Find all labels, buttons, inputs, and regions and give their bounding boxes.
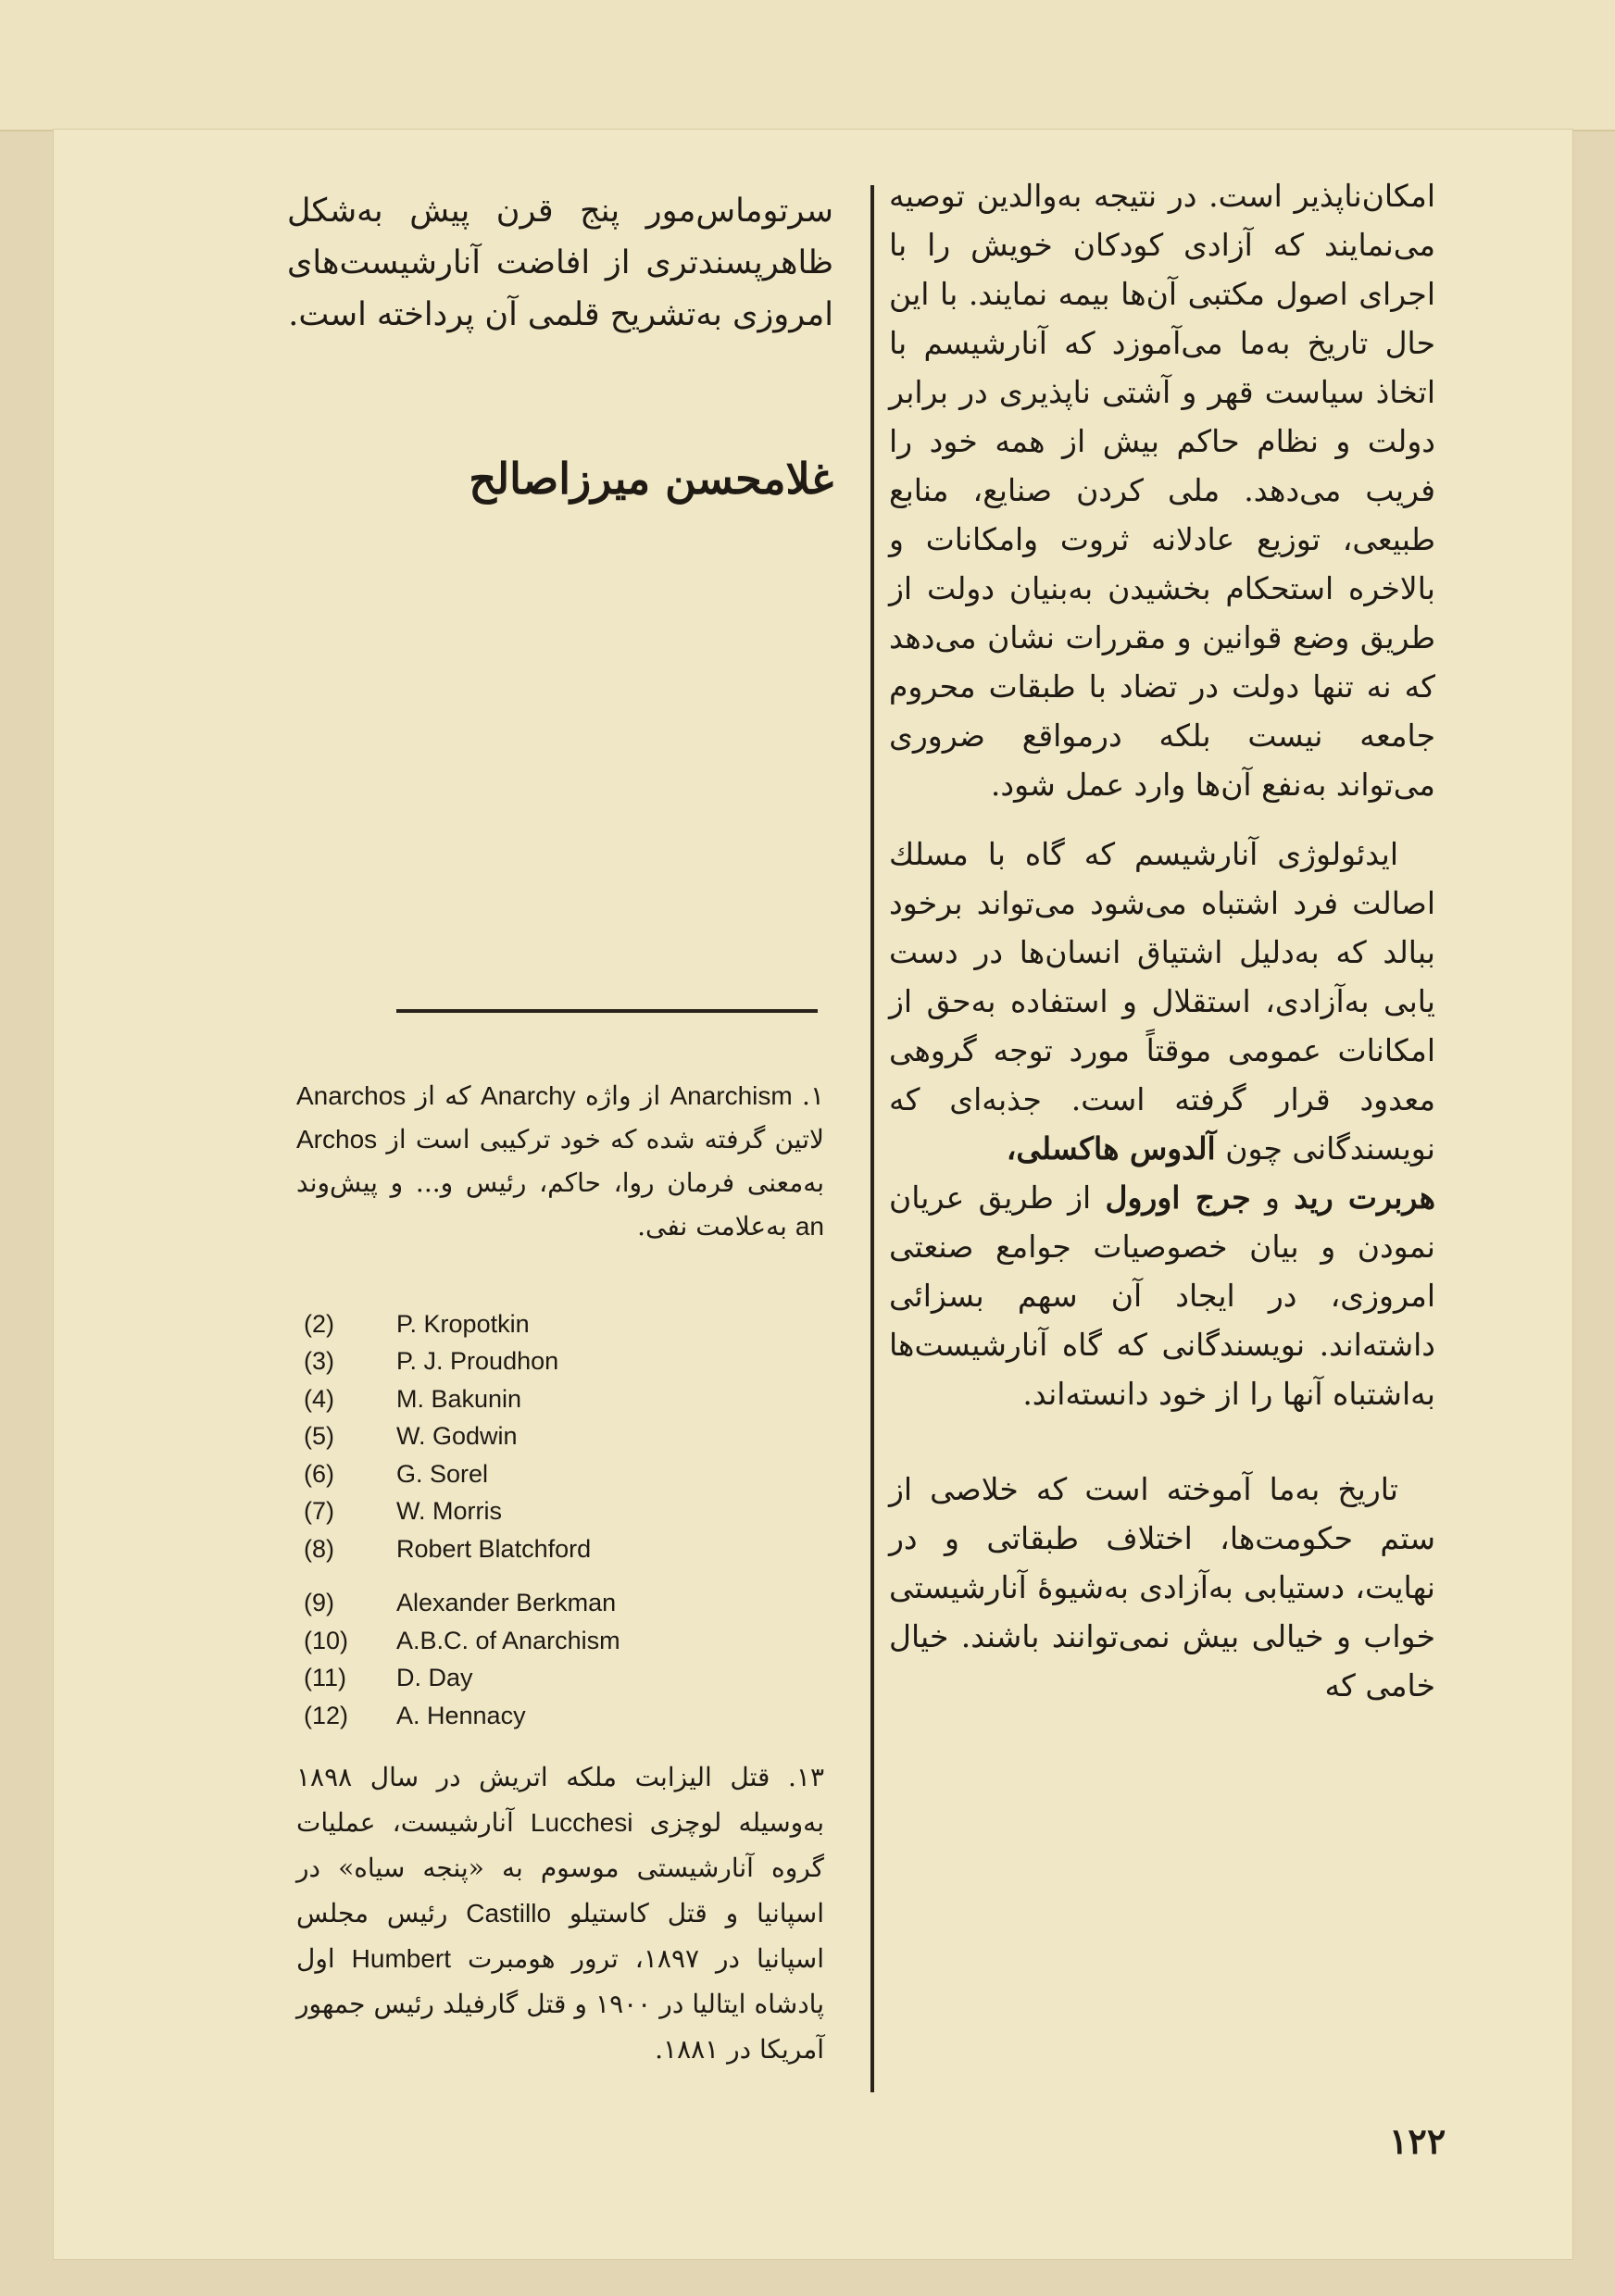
- fn13-latin: Castillo: [466, 1899, 552, 1928]
- fn1-text: که از: [406, 1080, 481, 1111]
- footnote-list-item: [304, 1622, 767, 1660]
- author-name-orwell: جرج اورول: [1105, 1179, 1251, 1216]
- footnote-list-item: [304, 1343, 767, 1381]
- fn1-text: ۱.: [792, 1080, 824, 1111]
- footnote-number: (8): [304, 1534, 334, 1563]
- fn1-latin: Anarchos: [296, 1081, 407, 1110]
- footnote-name: D. Day: [396, 1664, 473, 1692]
- fn13-text: آنارشیست، عملیات گروه آنارشیستی موسوم به «پنجه سیاه» در اسپانیا و قتل کاستیلو: [296, 1807, 824, 1928]
- closing-paragraph: سرتوماس‌مور پنج قرن پیش به‌شکل ظاهرپسندتری از افاضت آنارشیست‌های امروزی به‌تشریح قلمی آن پرداخته است.: [287, 193, 833, 333]
- footnote-list-item: [304, 1585, 767, 1623]
- page-top-margin: [0, 0, 1615, 131]
- footnote-number: (6): [304, 1459, 334, 1488]
- paragraph-2-text-a: ایدئولوژی آنارشیسم که گاه با مسلك اصالت فرد اشتباه می‌شود می‌تواند برخود ببالد که به‌دلیل اشتیاق انسان‌ها در دست یابی به‌آزادی، استقلال و استفاده به‌حق از امکانات عمومی موقتاً مورد توجه گروهی معدود قرار گرفته است. جذبه‌ای که نویسندگانی چون: [889, 836, 1435, 1167]
- footnote-number: (9): [304, 1589, 334, 1617]
- footnote-number: (3): [304, 1347, 334, 1376]
- footnote-list-item: [304, 1380, 767, 1418]
- paragraph-3: تاریخ به‌ما آموخته است که خلاصی از ستم حکومت‌ها، اختلاف طبقاتی و در نهایت، دستیابی به‌آزادی به‌شیوهٔ آنارشیستی خواب و خیالی بیش نمی‌توانند باشند. خیال خامی که: [889, 1471, 1435, 1703]
- footnote-number: (2): [304, 1309, 334, 1338]
- fn1-latin: Anarchy: [480, 1081, 576, 1110]
- fn13-latin: Humbert: [351, 1944, 452, 1973]
- fn1-latin: Archos: [296, 1125, 378, 1154]
- fn1-text: به‌علامت نفی.: [637, 1211, 795, 1242]
- footnote-number: (5): [304, 1422, 334, 1451]
- footnote-list: [304, 1305, 767, 1735]
- footnote-list-item: [304, 1493, 767, 1531]
- fn1-text: لاتین گرفته شده که خود ترکیبی است از: [377, 1124, 824, 1154]
- footnote-list-item: [304, 1455, 767, 1493]
- footnote-13: [296, 1754, 824, 2072]
- footnote-list-item: [304, 1418, 767, 1456]
- fn13-text: اول پادشاه ایتالیا در ۱۹۰۰ و قتل گارفیلد رئیس جمهور آمریکا در ۱۸۸۱.: [296, 1943, 824, 2065]
- fn13-latin: Lucchesi: [530, 1808, 633, 1837]
- column-divider: [870, 185, 874, 2092]
- footnote-name: G. Sorel: [396, 1459, 489, 1488]
- page-number: ۱۲۲: [1389, 2120, 1446, 2162]
- footnote-number: (10): [304, 1626, 349, 1654]
- fn13-text: ۱۳. قتل الیزابت ملکه اتریش در سال ۱۸۹۸ به‌وسیله لوچزی: [296, 1762, 824, 1838]
- footnote-name: W. Godwin: [396, 1422, 518, 1451]
- footnote-list-item: [304, 1530, 767, 1568]
- footnote-name: Alexander Berkman: [396, 1589, 617, 1617]
- footnote-number: (12): [304, 1701, 349, 1729]
- footnote-separator: [396, 1009, 818, 1013]
- footnote-list-a: [304, 1305, 767, 1568]
- footnote-name: A. Hennacy: [396, 1701, 526, 1729]
- footnote-name: P. Kropotkin: [396, 1309, 530, 1338]
- author-signature: غلامحسن میرزاصالح: [469, 454, 833, 504]
- footnote-name: Robert Blatchford: [396, 1534, 592, 1563]
- footnote-1: [296, 1074, 824, 1248]
- footnote-name: A.B.C. of Anarchism: [396, 1626, 620, 1654]
- paragraph-2-and: و: [1250, 1179, 1295, 1216]
- footnote-number: (11): [304, 1664, 347, 1692]
- footnote-name: P. J. Proudhon: [396, 1347, 559, 1376]
- footnote-list-b: [304, 1585, 767, 1735]
- paragraph-2: [889, 830, 1435, 1418]
- footnote-name: M. Bakunin: [396, 1384, 522, 1413]
- paragraph-2-text-c: از طریق عریان نمودن و بیان خصوصیات جوامع صنعتی امروزی، در ایجاد آن سهم بسزائی داشته‌اند. نویسندگانی که گاه آنارشیست‌ها به‌اشتباه آنها را از خود دانسته‌اند.: [889, 1179, 1435, 1412]
- list-gap: [304, 1568, 767, 1585]
- fn1-latin: an: [795, 1212, 824, 1241]
- footnote-list-item: [304, 1660, 767, 1698]
- footnote-list-item: [304, 1305, 767, 1343]
- footnote-name: W. Morris: [396, 1497, 502, 1526]
- fn1-text: به‌معنی فرمان روا، حاکم، رئیس و... و پیش‌وند: [296, 1167, 824, 1198]
- fn1-text: از واژه: [575, 1080, 670, 1111]
- fn13-text: رئیس مجلس اسپانیا در ۱۸۹۷، ترور هومبرت: [296, 1898, 825, 1974]
- footnote-number: (7): [304, 1497, 334, 1526]
- author-name-read: هربرت رید: [1294, 1179, 1435, 1216]
- footnote-number: (4): [304, 1384, 334, 1413]
- footnote-list-item: [304, 1697, 767, 1735]
- paragraph-1: امکان‌ناپذیر است. در نتیجه به‌والدین توصیه می‌نمایند که آزادی کودکان خویش را با اجرای اصول مکتبی آن‌ها بیمه نمایند. با این حال تاریخ به‌ما می‌آموزد که آنارشیسم با اتخاذ سیاست قهر و آشتی ناپذیری در برابر دولت و نظام حاکم بیش از همه خود را فریب می‌دهد. ملی کردن صنایع، منابع طبیعی، توزیع عادلانه ثروت وامکانات و بالاخره استحکام بخشیدن به‌بنیان دولت از طریق وضع قوانین و مقررات نشان می‌دهد که نه تنها دولت در تضاد با طبقات محروم جامعه نیست بلکه درمواقع ضروری می‌تواند به‌نفع آن‌ها وارد عمل شود.: [889, 178, 1435, 803]
- article-right-column: [889, 171, 1435, 1730]
- fn1-latin: Anarchism: [670, 1081, 793, 1110]
- author-name-huxley: آلدوس هاکسلی،: [1006, 1130, 1216, 1167]
